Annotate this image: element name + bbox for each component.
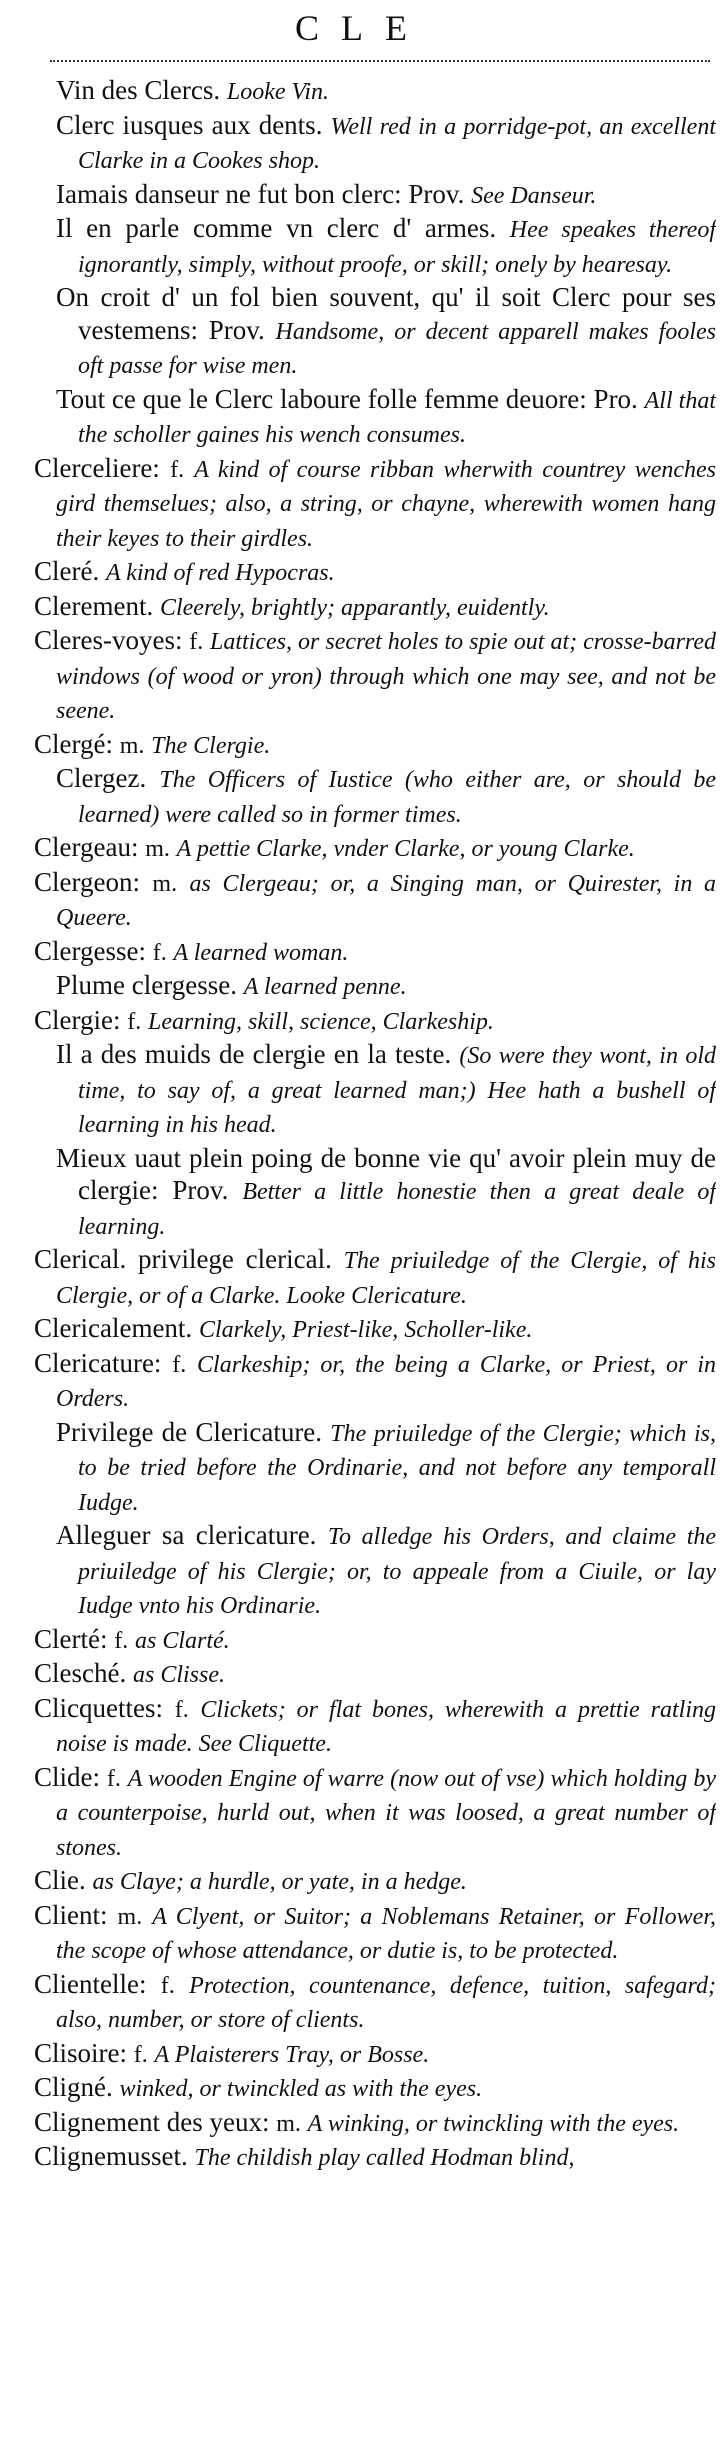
headword: Clerical. privilege clerical.: [34, 1244, 332, 1274]
headword: Clerceliere:: [34, 452, 160, 483]
sub-entry: [34, 1416, 716, 1520]
sub-entry: [34, 178, 716, 213]
sub-entry: [34, 109, 716, 178]
headword: Cleres-voyes:: [34, 625, 183, 655]
dictionary-entry: [34, 590, 716, 625]
headword: Clesché.: [34, 1658, 127, 1688]
sub-entry: [34, 1519, 716, 1623]
headword: Clicquettes:: [34, 1692, 163, 1723]
english-gloss: Clarkely, Priest-like, Scholler-like.: [198, 1317, 533, 1343]
grammar-label: f.: [114, 1627, 129, 1654]
sub-entry: [34, 281, 716, 383]
english-gloss: A Clyent, or Suitor; a Noblemans Retainer, or Follower, the scope of whose attendance, or dutie is, to be protected.: [56, 1903, 716, 1964]
grammar-label: f.: [172, 1351, 187, 1378]
headword: Clergesse:: [34, 935, 146, 966]
sub-entry: [34, 969, 716, 1004]
headword: On croit d' un fol bien souvent, qu' il soit Clerc pour ses vestemens: Prov.: [56, 282, 716, 345]
english-gloss: The priuiledge of the Clergie; which is, to be tried before the Ordinarie, and not before any temporall Iudge.: [78, 1420, 716, 1516]
headword: Clericature:: [34, 1347, 162, 1378]
sub-entry: [34, 1142, 716, 1244]
grammar-label: m.: [276, 2110, 301, 2137]
dictionary-entry: [34, 452, 716, 556]
dictionary-entry: [34, 1347, 716, 1416]
dictionary-entry: [34, 1243, 716, 1312]
headword: Clergeau:: [34, 832, 139, 862]
dictionary-entry: [34, 555, 716, 590]
dictionary-entry: [34, 1312, 716, 1347]
english-gloss: Looke Vin.: [226, 79, 330, 105]
grammar-label: f.: [170, 456, 185, 483]
running-head: CLE: [295, 8, 429, 48]
dictionary-entry: [34, 935, 716, 970]
headword: Clergeon:: [34, 866, 140, 897]
headword: Clie.: [34, 1865, 86, 1895]
english-gloss: The Clergie.: [151, 732, 271, 759]
english-gloss: as Clarté.: [134, 1627, 230, 1654]
headword: Clisoire:: [34, 2037, 127, 2068]
dictionary-entry: [34, 1004, 716, 1039]
headword: Clide:: [34, 1761, 100, 1792]
dictionary-entry: [34, 2140, 716, 2175]
headword: Clignement des yeux:: [34, 2106, 270, 2137]
headword: Alleguer sa clericature.: [56, 1520, 317, 1550]
headword: Mieux uaut plein poing de bonne vie qu' avoir plein muy de clergie: Prov.: [56, 1142, 716, 1205]
headword: Plume clergesse.: [56, 970, 237, 1000]
headword: Tout ce que le Clerc laboure folle femme deuore: Pro.: [56, 383, 638, 414]
sub-entry: [34, 762, 716, 831]
sub-entry: [34, 212, 716, 281]
english-gloss: A Plaisterers Tray, or Bosse.: [154, 2041, 430, 2068]
grammar-label: f.: [189, 629, 204, 655]
english-gloss: (So were they wont, in old time, to say of, a great learned man;) Hee hath a bushell of learning in his head.: [78, 1043, 716, 1138]
english-gloss: Protection, countenance, defence, tuition, safegard; also, number, or store of clients.: [56, 1972, 716, 2033]
dictionary-entry: [34, 1657, 716, 1692]
dictionary-entry: [34, 866, 716, 935]
english-gloss: A winking, or twinckling with the eyes.: [307, 2110, 680, 2137]
grammar-label: f.: [127, 1008, 142, 1035]
entry-list: [34, 74, 716, 2440]
english-gloss: All that the scholler gaines his wench consumes.: [78, 387, 716, 448]
grammar-label: m.: [145, 836, 170, 862]
headword: Clergé:: [34, 728, 113, 759]
dictionary-entry: [34, 1968, 716, 2037]
dictionary-entry: [34, 2106, 716, 2141]
dictionary-entry: [34, 1761, 716, 1865]
grammar-label: m.: [117, 1903, 143, 1930]
headword: Clientelle:: [34, 1968, 147, 1999]
dictionary-entry: [34, 1899, 716, 1968]
english-gloss: A wooden Engine of warre (now out of vse) which holding by a counterpoise, hurld out, when it was loosed, a great number of stones.: [56, 1765, 716, 1861]
grammar-label: f.: [106, 1765, 121, 1792]
english-gloss: as Clisse.: [132, 1662, 225, 1688]
english-gloss: The Officers of Iustice (who either are, or should be learned) were called so in former times.: [78, 767, 716, 828]
headword: Privilege de Clericature.: [56, 1416, 323, 1447]
english-gloss: To alledge his Orders, and claime the priuiledge of his Clergie; or, to appeale from a Ciuile, or lay Iudge vnto his Ordinarie.: [78, 1524, 716, 1619]
dictionary-entry: [34, 1692, 716, 1761]
english-gloss: Well red in a porridge-pot, an excellent Clarke in a Cookes shop.: [78, 113, 716, 174]
english-gloss: The childish play called Hodman blind,: [194, 2145, 575, 2171]
headword: Cligné.: [34, 2072, 113, 2102]
grammar-label: m.: [152, 870, 178, 897]
grammar-label: f.: [174, 1696, 189, 1723]
english-gloss: A learned penne.: [243, 974, 407, 1000]
english-gloss: A learned woman.: [173, 939, 349, 966]
english-gloss: Clarkeship; or, the being a Clarke, or Priest, or in Orders.: [56, 1351, 716, 1412]
english-gloss: as Clergeau; or, a Singing man, or Quirester, in a Queere.: [56, 870, 716, 931]
english-gloss: A pettie Clarke, vnder Clarke, or young Clarke.: [176, 836, 635, 862]
headword: Clerc iusques aux dents.: [56, 109, 323, 140]
english-gloss: A kind of red Hypocras.: [105, 560, 335, 586]
english-gloss: The priuiledge of the Clergie, of his Clergie, or of a Clarke. Looke Clericature.: [56, 1248, 716, 1309]
headword: Clignemusset.: [34, 2141, 188, 2171]
grammar-label: m.: [119, 732, 145, 759]
english-gloss: Clickets; or flat bones, wherewith a prettie ratling noise is made. See Cliquette.: [56, 1696, 716, 1757]
headword: Iamais danseur ne fut bon clerc: Prov.: [56, 178, 465, 209]
headword: Clergie:: [34, 1004, 121, 1035]
sub-entry: [34, 383, 716, 452]
english-gloss: Learning, skill, science, Clarkeship.: [147, 1008, 494, 1035]
english-gloss: See Danseur.: [471, 182, 597, 209]
dictionary-entry: [34, 2071, 716, 2106]
dictionary-entry: [34, 831, 716, 866]
sub-entry: [34, 1038, 716, 1142]
english-gloss: Lattices, or secret holes to spie out at; crosse-barred windows (of wood or yron) through which one may see, and not be seene.: [56, 629, 716, 724]
grammar-label: f.: [160, 1972, 175, 1999]
dictionary-entry: [34, 1623, 716, 1658]
english-gloss: A kind of course ribban wherwith countrey wenches gird themselues; also, a string, or chayne, wherewith women hang their keyes to their girdles.: [56, 456, 716, 552]
headword: Clerté:: [34, 1623, 108, 1654]
english-gloss: winked, or twinckled as with the eyes.: [119, 2076, 483, 2102]
headword: Client:: [34, 1899, 108, 1930]
header-rule: [50, 60, 710, 62]
english-gloss: as Claye; a hurdle, or yate, in a hedge.: [92, 1869, 467, 1895]
grammar-label: f.: [152, 939, 167, 966]
english-gloss: Better a little honestie then a great deale of learning.: [78, 1179, 716, 1240]
english-gloss: Handsome, or decent apparell makes fooles oft passe for wise men.: [78, 318, 716, 379]
english-gloss: Hee speakes thereof ignorantly, simply, without proofe, or skill; onely by hearesay.: [78, 217, 716, 278]
headword: Clericalement.: [34, 1313, 193, 1343]
headword: Il en parle comme vn clerc d' armes.: [56, 213, 497, 243]
dictionary-entry: [34, 728, 716, 763]
headword: Il a des muids de clergie en la teste.: [56, 1039, 452, 1069]
headword: Clergez.: [56, 763, 147, 793]
dictionary-entry: [34, 624, 716, 728]
headword: Clerement.: [34, 590, 154, 621]
headword: Vin des Clercs.: [56, 75, 221, 105]
dictionary-entry: [34, 1864, 716, 1899]
sub-entry: [34, 74, 716, 109]
headword: Cleré.: [34, 556, 100, 586]
grammar-label: f.: [133, 2041, 148, 2068]
english-gloss: Cleerely, brightly; apparantly, euidently.: [159, 594, 550, 621]
dictionary-entry: [34, 2037, 716, 2072]
